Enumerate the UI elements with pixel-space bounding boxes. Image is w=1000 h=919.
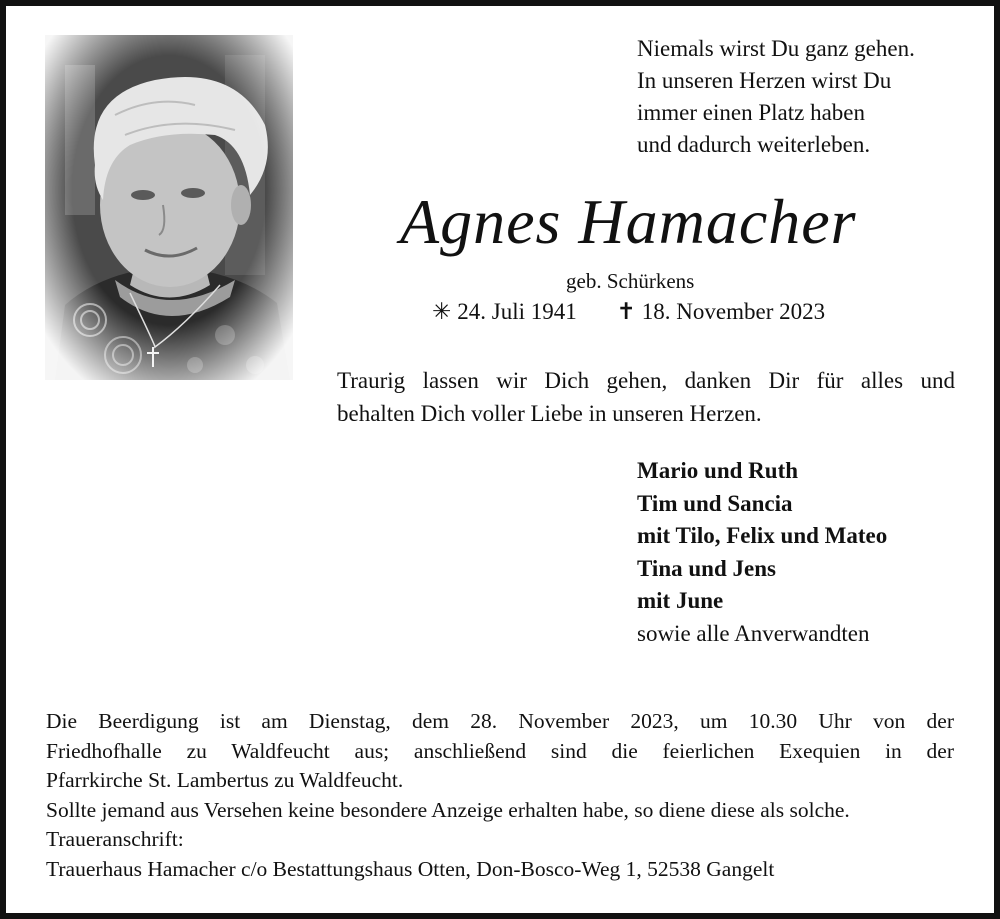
notice-line: Sollte jemand aus Versehen keine besondere Anzeige erhalten habe, so diene diese als solche.	[46, 797, 850, 822]
poem-line: und dadurch weiterleben.	[637, 132, 871, 157]
death-cross-icon: ✝	[616, 299, 636, 324]
funeral-line: Die Beerdigung ist am Dienstag, dem 28. November 2023, um 10.30 Uhr von der	[46, 709, 954, 733]
mourners-closing: sowie alle Anverwandten	[637, 620, 870, 646]
poem-line: Niemals wirst Du ganz gehen.	[637, 36, 915, 61]
poem-line: immer einen Platz haben	[637, 100, 866, 125]
mourning-line: behalten Dich voller Liebe in unseren Herzen.	[337, 401, 762, 426]
life-dates	[432, 299, 825, 325]
mourning-message	[337, 364, 955, 430]
mourning-address: Trauerhaus Hamacher c/o Bestattungshaus Otten, Don-Bosco-Weg 1, 52538 Gangelt	[46, 856, 775, 881]
address-label: Traueranschrift:	[46, 827, 184, 851]
mourner-entry: mit June	[637, 588, 724, 613]
birth-star-icon: ✳	[432, 299, 452, 324]
memorial-poem	[637, 33, 915, 161]
deceased-name: Agnes Hamacher	[400, 186, 857, 257]
funeral-details	[46, 707, 954, 884]
mourner-entry: Mario und Ruth	[637, 458, 799, 483]
birth-date: 24. Juli 1941	[457, 299, 577, 324]
mourner-entry: Tim und Sancia	[637, 490, 793, 516]
mourner-entry: mit Tilo, Felix und Mateo	[637, 523, 888, 548]
funeral-line: Friedhofhalle zu Waldfeucht aus; anschließend sind die feierlichen Exequien in der	[46, 738, 954, 763]
maiden-name: geb. Schürkens	[566, 269, 695, 293]
mourner-entry: Tina und Jens	[637, 555, 776, 581]
funeral-line: Pfarrkirche St. Lambertus zu Waldfeucht.	[46, 768, 404, 792]
portrait-photo	[45, 35, 293, 380]
portrait-illustration	[45, 35, 293, 380]
mourners-list	[637, 455, 887, 650]
death-date: 18. November 2023	[641, 299, 826, 324]
poem-line: In unseren Herzen wirst Du	[637, 68, 892, 93]
mourning-line: Traurig lassen wir Dich gehen, danken Dir für alles und	[337, 368, 955, 393]
